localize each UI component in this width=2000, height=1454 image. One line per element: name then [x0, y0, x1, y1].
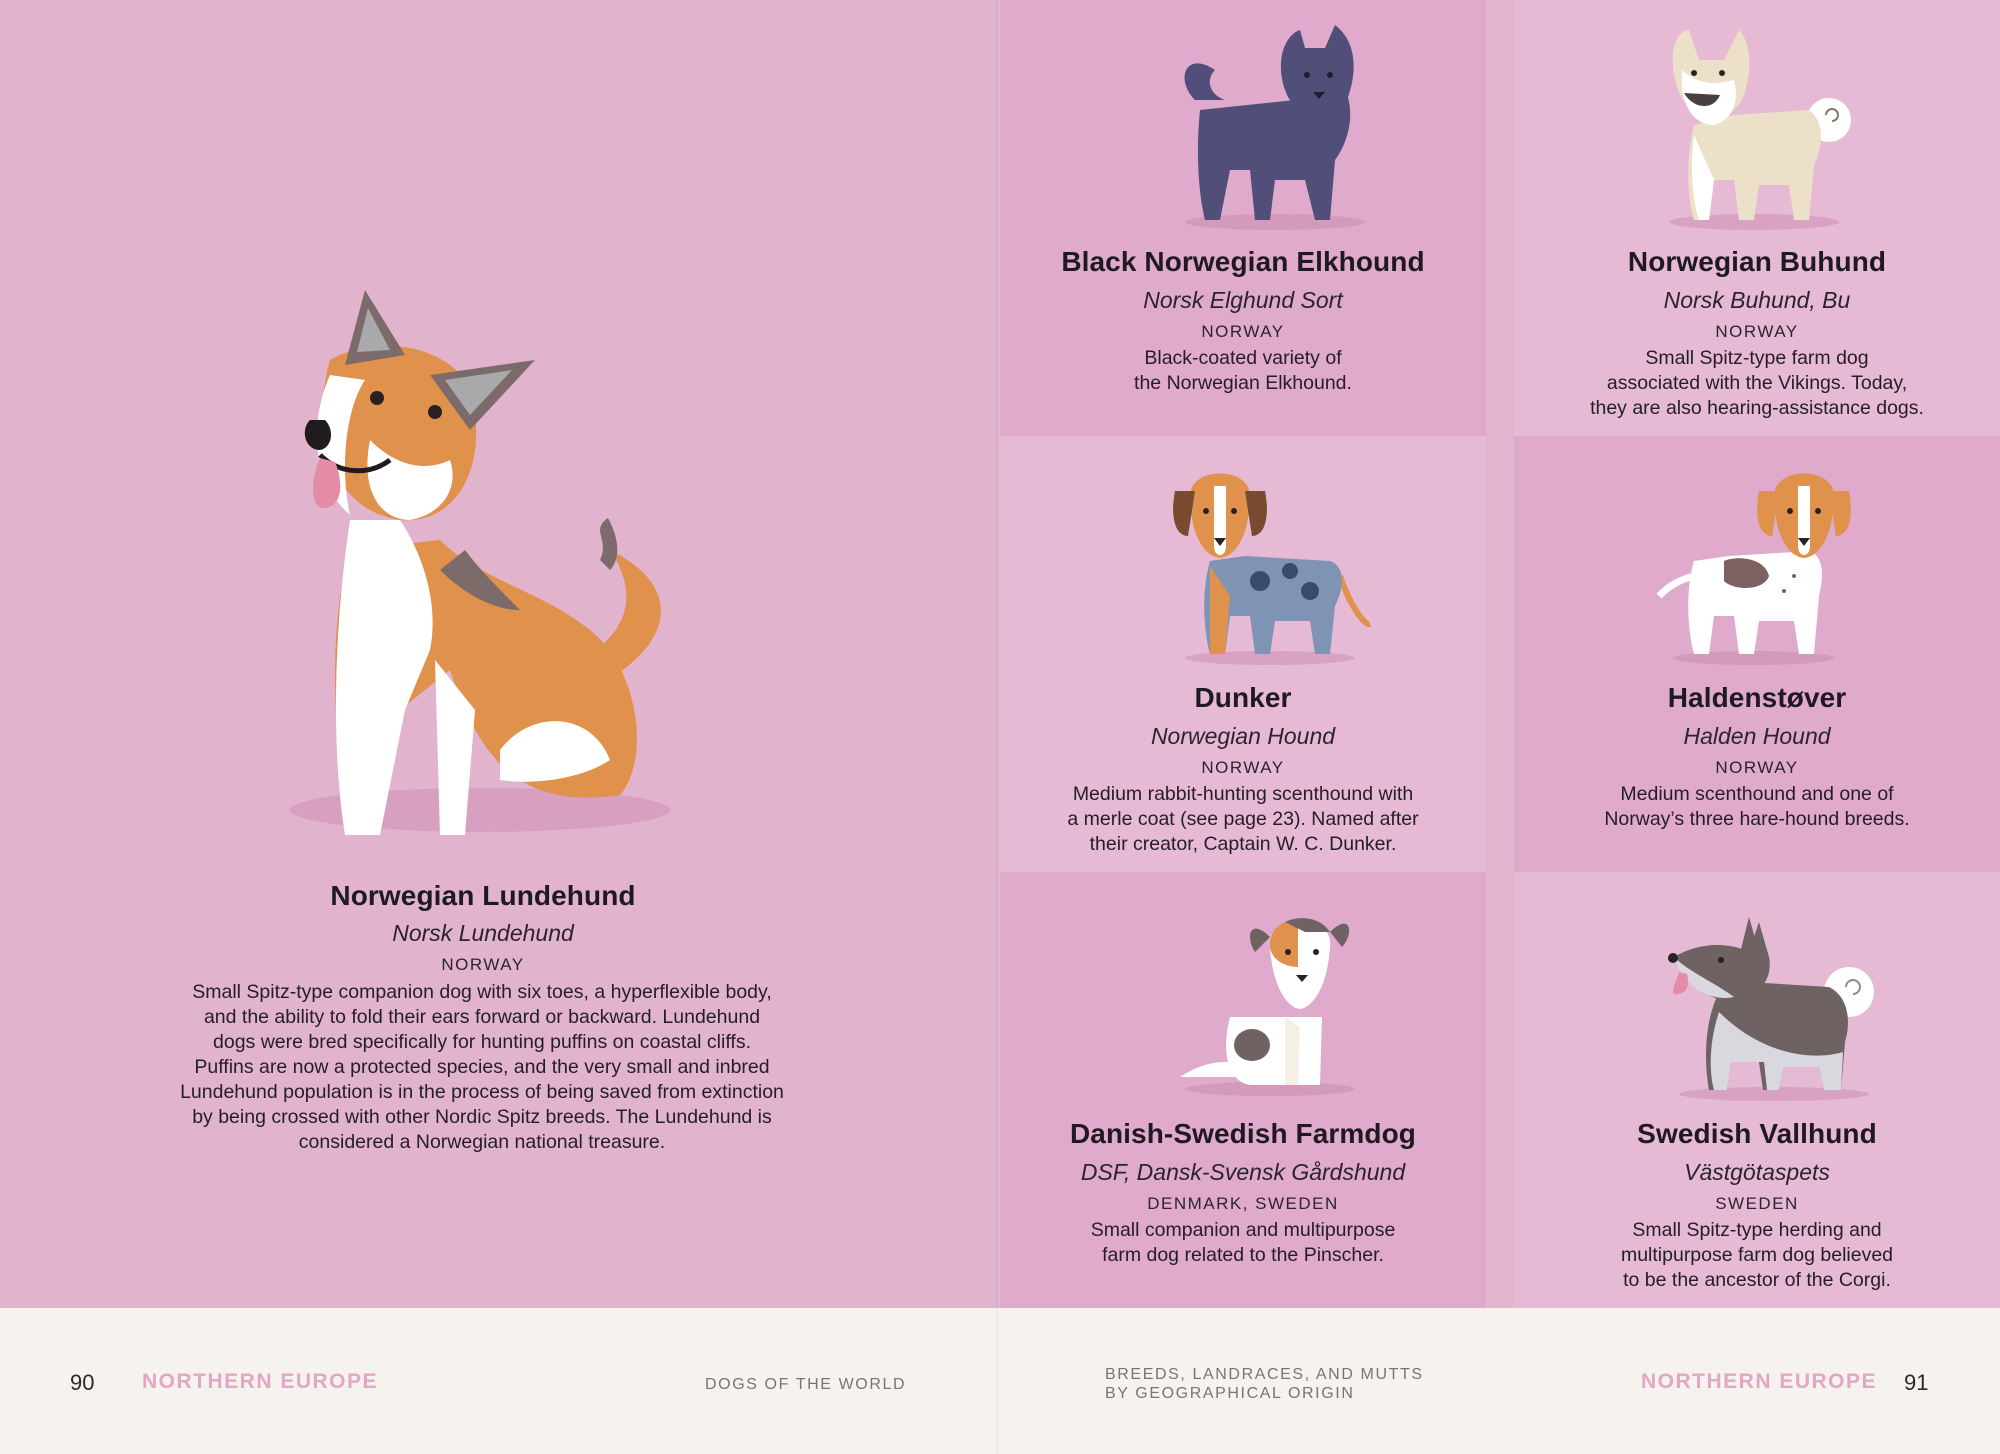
- main-breed-name: Norwegian Lundehund: [330, 880, 636, 911]
- breed-card-danish-swedish-farmdog: [1000, 872, 1486, 1308]
- main-breed-country: NORWAY: [441, 955, 525, 974]
- page-footer: [0, 1308, 2000, 1454]
- breed-name: Danish-Swedish Farmdog: [1069, 1118, 1417, 1149]
- elkhound-illustration: [1175, 20, 1375, 230]
- breed-name: Haldenstøver: [1667, 682, 1847, 713]
- breed-country: DENMARK, SWEDEN: [1147, 1194, 1339, 1213]
- breed-country: NORWAY: [1201, 758, 1285, 777]
- breed-name: Norwegian Buhund: [1627, 246, 1887, 277]
- breed-description: Small companion and multipurpose farm dog related to the Pinscher.: [1090, 1219, 1396, 1266]
- left-page: [0, 0, 998, 1308]
- breed-alt-name: Norsk Buhund, Bu: [1663, 287, 1851, 313]
- breed-name: Dunker: [1194, 682, 1292, 713]
- right-running-title: BREEDS, LANDRACES, AND MUTTS BY GEOGRAPHICAL ORIGIN: [1105, 1366, 1424, 1402]
- book-gutter: [996, 0, 1000, 1454]
- dunker-illustration: [1170, 466, 1380, 666]
- breed-description: Small Spitz-type herding and multipurpose farm dog believed to be the ancestor of the Corgi.: [1620, 1219, 1894, 1291]
- breed-name: Swedish Vallhund: [1637, 1118, 1877, 1149]
- haldenstover-illustration: [1654, 466, 1854, 666]
- left-page-number: 90: [70, 1370, 95, 1395]
- breed-alt-name: Västgötaspets: [1684, 1159, 1830, 1185]
- right-section-title: NORTHERN EUROPE: [1641, 1370, 1878, 1393]
- vallhund-illustration: [1659, 912, 1884, 1102]
- breed-alt-name: Norsk Elghund Sort: [1143, 287, 1343, 313]
- breed-name: Black Norwegian Elkhound: [1061, 246, 1425, 277]
- breed-country: NORWAY: [1715, 322, 1799, 341]
- breed-country: NORWAY: [1201, 322, 1285, 341]
- right-page-number: 91: [1904, 1370, 1929, 1395]
- breed-card-swedish-vallhund: [1514, 872, 2000, 1308]
- breed-alt-name: Norwegian Hound: [1150, 723, 1336, 749]
- breed-card-norwegian-buhund: [1514, 0, 2000, 436]
- left-section-title: NORTHERN EUROPE: [142, 1370, 379, 1393]
- lundehund-illustration: [290, 290, 710, 850]
- breed-alt-name: DSF, Dansk-Svensk Gårdshund: [1080, 1159, 1406, 1185]
- breed-description: Small Spitz-type farm dog associated with the Vikings. Today, they are also hearing-assistance dogs.: [1590, 347, 1924, 419]
- breed-description: Medium scenthound and one of Norway’s three hare-hound breeds.: [1604, 783, 1910, 830]
- left-running-title: DOGS OF THE WORLD: [705, 1376, 907, 1393]
- breed-card-dunker: [1000, 436, 1486, 872]
- main-breed-alt-name: Norsk Lundehund: [392, 920, 574, 946]
- breed-country: NORWAY: [1715, 758, 1799, 777]
- main-breed-description: Small Spitz-type companion dog with six toes, a hyperflexible body, and the ability to fold their ears forward or backward. Lundehund dogs were bred specifically for hunting puffins on coastal cliffs. Puffins are now a protected species, and the very small and inbred Lundehund population is in the process of being saved from extinction by being crossed with other Nordic Spitz breeds. The Lundehund is considered a Norwegian national treasure.: [180, 981, 784, 1153]
- breed-card-haldenstover: [1514, 436, 2000, 872]
- breed-country: SWEDEN: [1715, 1194, 1799, 1213]
- breed-card-black-norwegian-elkhound: [1000, 0, 1486, 436]
- buhund-illustration: [1654, 25, 1854, 230]
- farmdog-illustration: [1170, 907, 1380, 1097]
- breed-description: Black-coated variety of the Norwegian Elkhound.: [1134, 347, 1352, 394]
- breed-alt-name: Halden Hound: [1683, 723, 1831, 749]
- breed-description: Medium rabbit-hunting scenthound with a merle coat (see page 23). Named after their creator, Captain W. C. Dunker.: [1067, 783, 1419, 855]
